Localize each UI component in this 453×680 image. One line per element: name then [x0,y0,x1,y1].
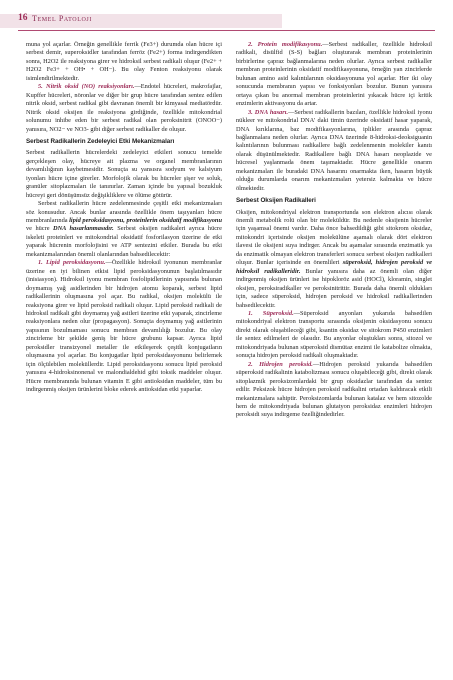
page-number: 16 [18,13,28,23]
paragraph-text: —Süperoksid anyonları yukarıda bahsedilen mitokondriyal elektron transportu sırasında oksijenin oksidasyonu sonucu direkt olarak oluşabileceği gibi, ksantin oksidaz ve sitokrom P450 enzimleri ile sentez edilmeleri de olasıdır. Bu anyonlar oluştukları sonra, sitozol ve mitokondriyada bulunan süperoksid dismütaz enzimi ile katabolize olmakta, sonuçta hidrojen peroksid radikali oluşmaktadır. [236,310,432,360]
paragraph-text: —Hidrojen peroksid yukarıda bahsedilen süperoksid radikalinin katabolizması sonucu oluşabileceği gibi, direkt olarak sitoplazmik peroksizomlardaki bir grup oksidazlar tarafından da sentez edilir. Peksizok hücre hidrojen peroksid radikalini ortadan kaldıracak etkili mekanizmalara sahiptir. Peroksizomlarda bulunan katalaz ve hem sitozolde hem de mitokondriyada bulunan glutatyon peroksidaz enzimleri hidrojen peroksidi suya indirgeme özelliğindedirler. [236,360,432,419]
running-title: Temel Patoloji [32,14,92,23]
paragraph-text: ve hücre [26,225,50,233]
term-superoxide: 1. Süperoksid. [248,310,294,317]
page-header [0,0,453,44]
paragraph-text: Serbest oksijen radikaleri ayrıca hücre iskeleti proteinleri ve mitokondrial oksidatif fosforilasyon üzerine de etki yaparak hücrenin morfolojisini ve ATP sentezini etkiler. Burada bu etki mekanizmalarından önemli olanlarından bahsedilecektir: [26,225,222,258]
paragraph-protein [236,41,432,109]
emphasis: DNA hasarlanmasıdır. [53,225,114,233]
header-rule [18,30,435,31]
paragraph: muna yol açarlar. Örneğin genellikle ferrik (Fe3+) durumda olan hücre içi serbest demir, superoksidler tarafından ferröz (Fe2+) forma indirgendikten sonra, H2O2 ile reaksiyona girer ve hidroksil serbest radikali oluşur (Fe2+ + H2O2 Fe3+ + OH• + OH−). Bu olay Fenton reaksiyonu olarak isimlendirilmektedir. [26,41,222,82]
paragraph-text: —Özellikle hidroksil iyonunun membranlar üzerine en iyi bilinen etkisi lipid peroksidasyonunun başlatılmasıdır (inisiasyon). Hidroksil iyonu membran fosfolipidlerinin yapısında bulunan doymamış yağ asidlerinden bir hidrojen atomu koparak, serbest lipid radikallerinin oluşmasına yol açar. Bu radikal, oksijen molekülü ile reaksiyona girer ve lipid peroksid radikali oluşur. Lipid peroksid radikali de hidroksil radikali gibi doymamış yağ asitleri üzerine etki yaparak, zincirleme reaksiyonlara neden olur (propagasyon). Sonuçta doymamış yağ asitlerinin yapısının bozulmaması sonucu membran devamlılığı bozulur. Bu olay zincirleme bir şekilde geniş bir hücre grubunu kapsar. Ayrıca lipid peroksidler transizyonel metaller ile etkileşerek çeşitli konjugatların oluşmasına yol açarlar. Bu konjugatlar lipid peroksidasyonunu belirlemek için ölçülebilen moleküllerdir. Lipid peroksidasyonu sonucu lipid peroksid yanısıra 4-hidroksinonenal ve malondialdehid gibi toksik maddeler oluşur. Hücre membranında bulunan vitamin E gibi antioksidan maddeler, tüm bu indirgenmiş oksijen ürünlerini bloke ederek antioksidan etki yaparlar. [26,259,222,394]
paragraph-superoxide [236,310,432,361]
paragraph-hydrogen-peroxide [236,361,432,420]
paragraph-text: —Endotel hücreleri, makrofajlar, Kupffer hücreleri, nöronlar ve diğer bir grup hücre tarafından sentez edilen nitrik oksid, serbest radikal gibi davranan önemli bir kimyasal mediatördür. Nitrik oksid oksijen ile reaksiyona girdiğinde, özellikle mitokondrial solunumu inhibe eden bir serbest radikal olan peroksinitrit (ONOO−) yanısıra, NO2− ve NO3- gibi diğer serbest radikaller de oluşur. [26,83,223,133]
paragraph-text: Serbest radikallerin hücre zedelenmesinde çeşitli etki mekanizmaları söz konusudur. Ancak bunlar arasında özellikle önem taşıyanları hücre membranlarında [26,200,222,225]
paragraph-nitric-oxide [26,83,222,134]
paragraph-text: —Serbest radikallerin bazıları, özellikle hidroksil iyonu nükleer ve mitokondrial DNA' daki timin üzerinde oksidatif hasar yaparak, DNA kırıklarına, baz modifikasyonlarına, iplikler arasında çapraz bağlanmalara neden olurlar. Ayrıca DNA üzerinde 8-hidroksi-deoksiguanin kalıntılarının bulunması radikallere bağlı zedelenmenin molekiler kanıtı olarak düşünülmektedir. Radikallere bağlı DNA hasarı neoplazide ve hücresel yaşlanmada önem taşımaktadır. Hücre genellikle onarım mekanizmaları ile buradaki DNA hasarını onarmakta iken, hasarın büyük olduğu durumlarda onarım mekanizmaları yetersiz kalmakta ve hücre ölmektedir. [236,108,432,192]
paragraph-dna [236,109,432,194]
paragraph-text: Bunlar yanısıra daha az önemli olan diğer indirgenmiş oksijen ürünleri ise hipokloröz asid (HOCl), kloramin, singlet oksijen, peroksiradikaller ve peroksinitrittir. Burada daha önemli oldukları için, sadece süperoksid, hidrojen peroksid ve hidroksil radikallerinden bahsedilecektir. [236,267,432,309]
term-nitric-oxide: 5. Nitrik oksid (NO) reaksiyonları. [38,83,135,91]
paragraph-text: Oksijen, mitokondriyal elektron transportunda son elektron alıcısı olarak önemli metabolik rolü olan bir moleküldür. Bu nedenle oksijenin hücreler için yaşamsal önemi vardır. Daha önce bahsedildiği gibi sitokrom oksidaz, mitokondri içerisinde oksijen molekülüne aşamalı olarak dört elektron ilavesi ile oksijeni suya indirger. Ancak bu aşamalar sırasında enzimatik ya da enzimatik olmayan elektron transferleri sonucu serbest oksijen radikalleri oluşur. Bunlar içerisinde en önemlileri [236,208,432,267]
left-column [26,41,222,395]
paragraph-mechanisms [26,200,222,259]
paragraph: Serbest radikallerin hücrelerdeki zedeleyici etkileri sonucu temelde gerçekleşen olay, hücreye ait plazma ve organel membranlarının devamlılığının kaybetmesidir. Sonuçta su yansısra sodyum ve kalsiyum iyonları hücre içine girerler. Morfolojik olarak bu hücreler şişer ve soluk, granüler sitoplazmaları ile tanınırlar. Zaman içinde bu yapısal bozukluk hücreyi geri dönüşümsüz değişikliklere ve ölüme götürür. [26,149,222,199]
paragraph-text: —Serbest radikaller, özellikle hidroksil radikali, disülfid (S-S) bağları oluşturarak membran proteinlerinin birbirlerine çapraz bağlanmalarına neden olurlar. Ayrıca serbest radikaller membran proteinlerinin oksidatif modifikasyonuna, örneğin yan zincirlerde bulunan amino asid kalıntılarının oksidasyonuna yol açarlar. Her iki olay sonucunda membranın yapısı ve fonksiyonları bozulur. Bunun yanısıra ortaya çıkan bu anormal membran proteinlerini yıkacak hücre içi kritik enzimlerin aktivasyonu da artar. [236,41,432,108]
term-dna-damage: 3. DNA hasarı. [248,108,289,116]
term-hydrogen-peroxide: 2. Hidrojen peroksid. [248,360,313,368]
section-heading: Serbest Radikallerin Zedeleyici Etki Mekanizmaları [26,137,175,145]
right-column [236,41,432,420]
emphasis: lipid peroksidasyonu, proteinlerin oksidatif modifikasyonu [69,217,222,225]
paragraph-lipid [26,259,222,394]
term-protein-modification: 2. Protein modifikasyonu. [248,41,323,48]
paragraph-oxygen [236,209,432,310]
emphasis: süperoksid, hidrojen peroksid ve hidroksil radikalleridir. [236,259,432,275]
term-lipid-peroxidation: 1. Lipid peroksidasyonu. [38,259,106,267]
section-heading: Serbest Oksijen Radikalleri [236,197,316,205]
